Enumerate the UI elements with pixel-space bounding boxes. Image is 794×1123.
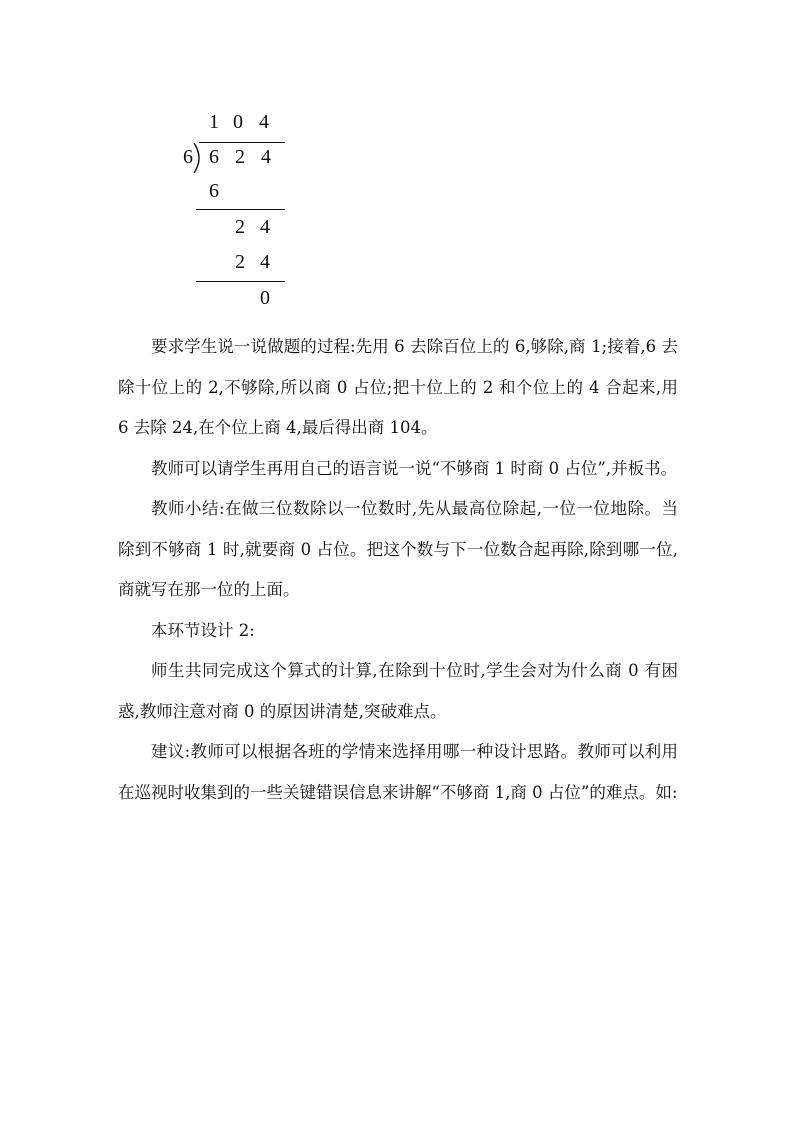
step3-line [196, 281, 285, 282]
explanation-text [118, 327, 678, 813]
paragraph-design-2: 师生共同完成这个算式的计算,在除到十位时,学生会对为什么商 0 有困惑,教师注意对商 0 的原因讲清楚,突破难点。 [118, 661, 678, 721]
step3-digit-ones: 4 [260, 251, 270, 273]
paragraph-design-heading: 本环节设计 2: [151, 620, 255, 640]
paragraph-process: 要求学生说一说做题的过程:先用 6 去除百位上的 6,够除,商 1;接着,6 去除十位上的 2,不够除,所以商 0 占位;把十位上的 2 和个位上的 4 合起来,用 6 去除 24,在个位上商 4,最后得出商 104。 [118, 337, 678, 437]
step1-product: 6 [209, 180, 219, 202]
divisor: 6 [183, 146, 193, 168]
remainder: 0 [260, 287, 270, 309]
step2-digit-tens: 2 [235, 216, 245, 238]
dividend-digit-hundreds: 6 [209, 146, 219, 168]
step2-digit-ones: 4 [260, 216, 270, 238]
division-bar-line [199, 142, 285, 143]
dividend-digit-ones: 4 [261, 146, 271, 168]
quotient-digit-ones: 4 [259, 111, 269, 133]
paragraph-student-restate: 教师可以请学生再用自己的语言说一说“不够商 1 时商 0 占位”,并板书。 [151, 458, 678, 478]
paragraph-suggestion: 建议:教师可以根据各班的学情来选择用哪一种设计思路。教师可以利用在巡视时收集到的一些关键错误信息来讲解“不够商 1,商 0 占位”的难点。如: [118, 742, 678, 802]
dividend-digit-tens: 2 [235, 146, 245, 168]
step1-line [196, 209, 285, 210]
paragraph-teacher-summary: 教师小结:在做三位数除以一位数时,先从最高位除起,一位一位地除。当除到不够商 1 时,就要商 0 占位。把这个数与下一位数合起再除,除到哪一位,商就写在那一位的上面。 [118, 499, 678, 599]
quotient-digit-tens: 0 [233, 111, 243, 133]
quotient-digit-hundreds: 1 [209, 111, 219, 133]
step3-digit-tens: 2 [235, 251, 245, 273]
long-division [0, 0, 794, 320]
